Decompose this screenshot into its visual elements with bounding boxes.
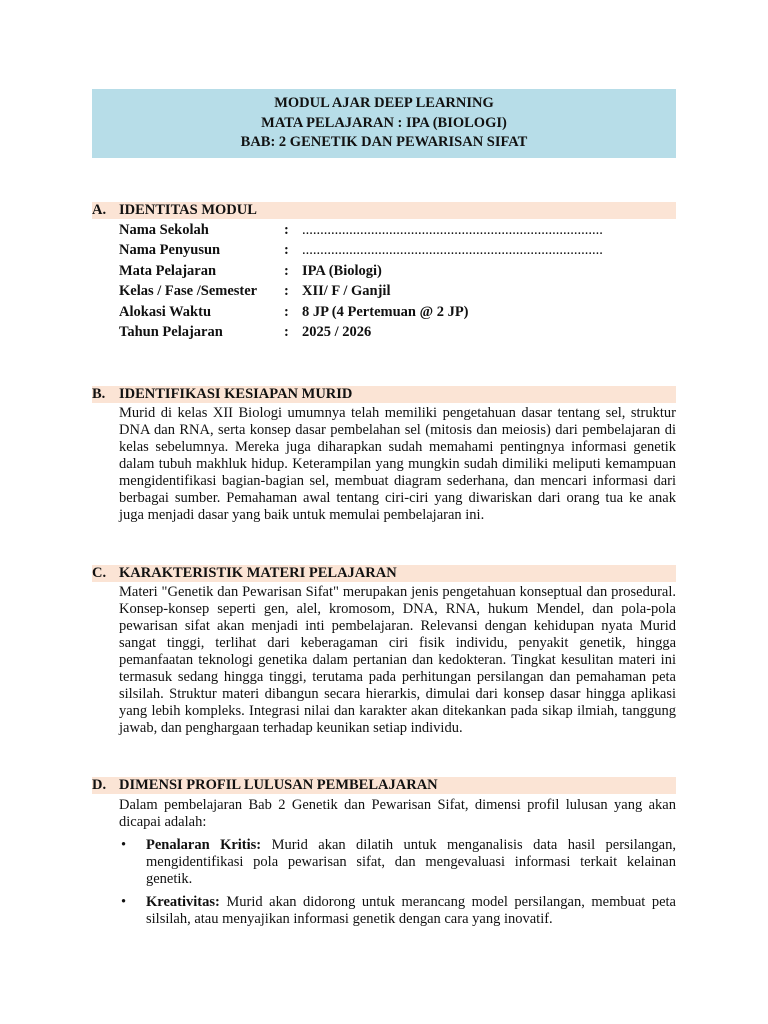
bullet-icon: • (121, 894, 127, 910)
section-c-paragraph: Materi "Genetik dan Pewarisan Sifat" merupakan jenis pengetahuan konseptual dan prosedural. Konsep-konsep seperti gen, alel, kromosom, DNA, RNA, hukum Mendel, dan pola-pola pewarisan sifat akan menjadi inti pembelajaran. Relevansi dengan kehidupan nyata Murid sangat tinggi, terlihat dari keberagaman ciri fisik individu, penyakit genetik, hingga pemanfaatan teknologi genetika dalam pertanian dan kedokteran. Tingkat kesulitan materi ini termasuk sedang hingga tinggi, terutama pada perhitungan persilangan dan pemahaman peta silsilah. Struktur materi dibangun secara hierarkis, dimulai dari konsep dasar hingga aplikasi yang lebih kompleks. Integrasi nilai dan karakter akan ditekankan pada sikap ilmiah, tanggung jawab, dan penghargaan terhadap keunikan setiap individu. (119, 584, 676, 736)
bullet-description: Murid akan dilatih untuk menganalisis data hasil persilangan, mengidentifikasi pola pewarisan sifat, dan mengevaluasi informasi terkait kelainan genetik. (146, 837, 676, 887)
bullet-term: Kreativitas: (146, 894, 220, 910)
identity-row (119, 241, 676, 262)
identity-label: Tahun Pelajaran (119, 324, 223, 341)
identity-colon: : (284, 242, 289, 259)
section-c-letter: C. (92, 565, 107, 581)
identity-table (92, 219, 676, 343)
section-d-header (92, 777, 676, 794)
section-d-title: DIMENSI PROFIL LULUSAN PEMBELAJARAN (119, 777, 438, 793)
identity-colon: : (284, 262, 289, 279)
identity-label: Mata Pelajaran (119, 262, 217, 279)
identity-label: Nama Sekolah (119, 221, 209, 238)
module-title-line-3: BAB: 2 GENETIK DAN PEWARISAN SIFAT (240, 134, 528, 151)
bullet-text (146, 894, 676, 928)
module-title-line-2: MATA PELAJARAN : IPA (BIOLOGI) (261, 114, 507, 131)
identity-colon: : (284, 283, 289, 300)
section-c-title: KARAKTERISTIK MATERI PELAJARAN (119, 565, 397, 581)
bullet-description: Murid akan didorong untuk merancang model persilangan, membuat peta silsilah, atau menyajikan informasi genetik dengan cara yang inovatif. (146, 894, 676, 927)
section-identitas-modul (92, 202, 676, 343)
section-d-letter: D. (92, 777, 107, 793)
section-kesiapan-murid (92, 386, 676, 524)
identity-value: XII/ F / Ganjil (302, 283, 391, 300)
bullet-icon: • (121, 837, 127, 853)
module-title-line-1: MODUL AJAR DEEP LEARNING (274, 95, 494, 112)
section-b-letter: B. (92, 386, 106, 402)
section-profil-lulusan (92, 777, 676, 928)
identity-row (119, 323, 676, 344)
bullet-text (146, 837, 676, 888)
section-b-body (92, 403, 676, 524)
identity-row (119, 302, 676, 323)
identity-label: Kelas / Fase /Semester (119, 283, 258, 300)
identity-value: ................................................................................... (302, 221, 603, 238)
identity-colon: : (284, 221, 289, 238)
identity-value: 8 JP (4 Pertemuan @ 2 JP) (302, 303, 469, 320)
identity-value: 2025 / 2026 (302, 324, 372, 341)
section-b-title: IDENTIFIKASI KESIAPAN MURID (119, 386, 353, 402)
identity-value: IPA (Biologi) (302, 262, 382, 279)
section-b-paragraph: Murid di kelas XII Biologi umumnya telah memiliki pengetahuan dasar tentang sel, struktur DNA dan RNA, serta konsep dasar pembelahan sel (mitosis dan meiosis) dari pembelajaran di kelas sebelumnya. Mereka juga diharapkan sudah memahami pentingnya informasi genetik dalam tubuh makhluk hidup. Keterampilan yang mungkin sudah dimiliki meliputi kemampuan mengidentifikasi bagian-bagian sel, membuat diagram sederhana, dan mencari informasi dari berbagai sumber. Pemahaman awal tentang ciri-ciri yang diwariskan dari orang tua ke anak juga menjadi dasar yang baik untuk memulai pembelajaran ini. (119, 405, 676, 523)
section-a-title: IDENTITAS MODUL (119, 202, 257, 218)
section-c-header (92, 565, 676, 582)
identity-label: Nama Penyusun (119, 242, 221, 259)
identity-row (119, 220, 676, 241)
section-a-header (92, 202, 676, 219)
section-karakteristik-materi (92, 565, 676, 737)
identity-row (119, 282, 676, 303)
section-c-body (92, 582, 676, 737)
list-item (119, 837, 676, 888)
bullet-term: Penalaran Kritis: (146, 837, 262, 853)
identity-label: Alokasi Waktu (119, 303, 212, 320)
identity-colon: : (284, 324, 289, 341)
list-item (119, 894, 676, 928)
module-title-box (92, 89, 676, 158)
identity-colon: : (284, 303, 289, 320)
section-b-header (92, 386, 676, 403)
section-d-body (92, 794, 676, 928)
identity-row (119, 261, 676, 282)
section-d-intro: Dalam pembelajaran Bab 2 Genetik dan Pewarisan Sifat, dimensi profil lulusan yang akan dicapai adalah: (119, 797, 676, 830)
identity-value: ................................................................................... (302, 242, 603, 259)
section-a-letter: A. (92, 202, 107, 218)
